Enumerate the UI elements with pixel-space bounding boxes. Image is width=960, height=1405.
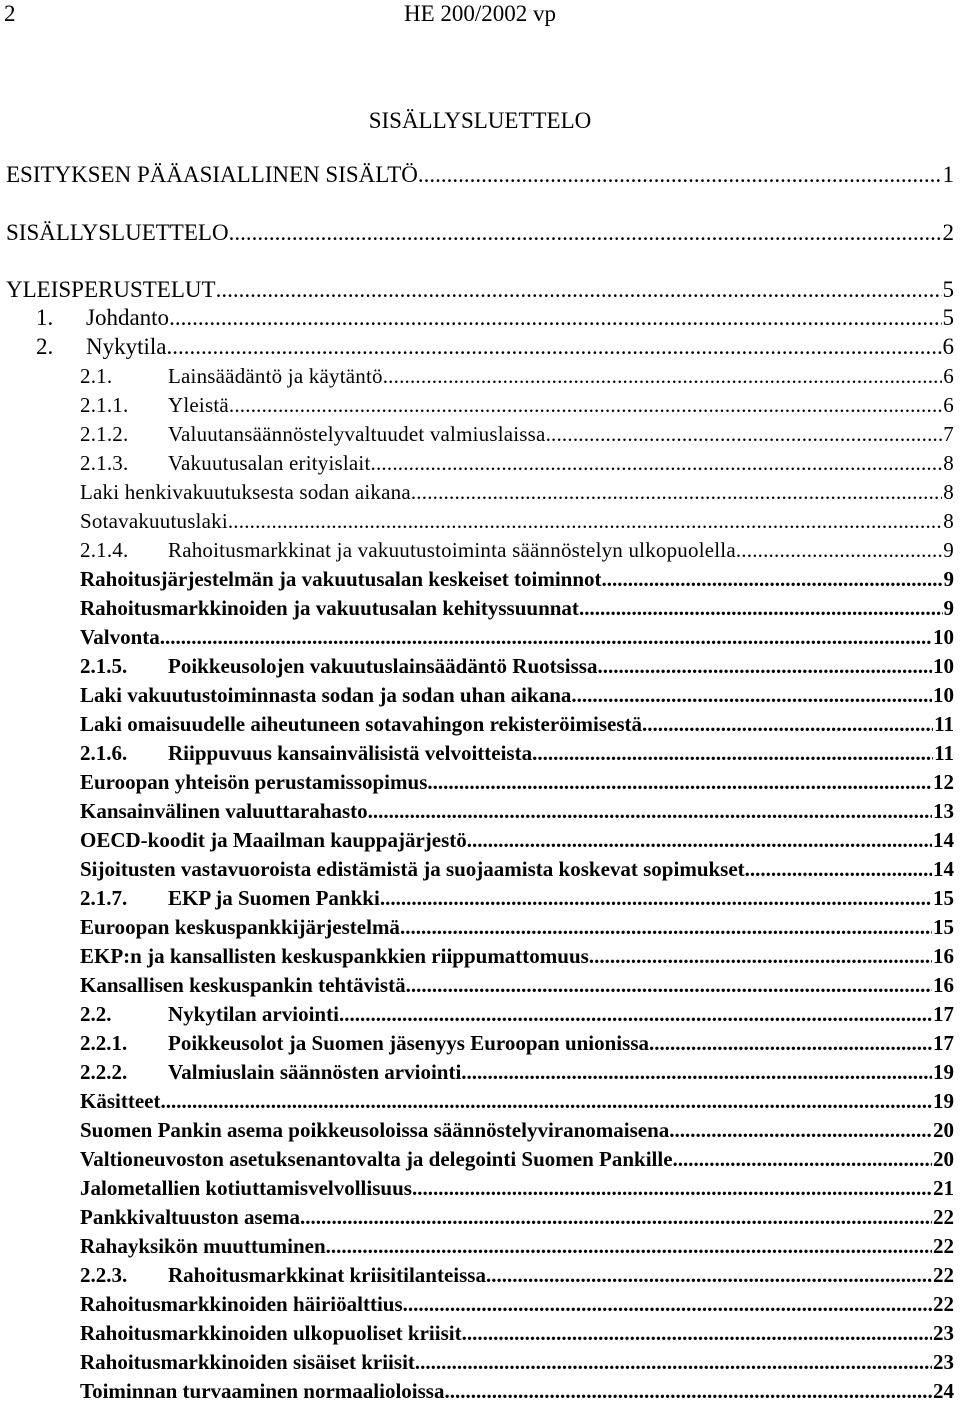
toc-entry-page: 8 xyxy=(943,451,954,475)
toc-entry-page: 16 xyxy=(933,944,954,968)
toc-entry xyxy=(80,1001,954,1027)
toc-leader-dots xyxy=(380,885,932,911)
toc-entry xyxy=(80,856,954,882)
toc-entry-title: Rahoitusmarkkinoiden sisäiset kriisit xyxy=(80,1350,415,1374)
toc-entry-title: Nykytila xyxy=(86,334,167,359)
toc-entry-title: Laki vakuutustoiminnasta sodan ja sodan uhan aikana xyxy=(80,683,572,707)
toc-leader-dots xyxy=(669,1117,932,1143)
toc-entry-page: 14 xyxy=(933,857,954,881)
toc-entry-page: 17 xyxy=(933,1031,954,1055)
toc-entry-page: 19 xyxy=(933,1060,954,1084)
toc-entry xyxy=(80,798,954,824)
toc-entry xyxy=(80,392,954,418)
toc-entry-title: Rahoitusmarkkinoiden ulkopuoliset kriisit xyxy=(80,1321,462,1345)
toc-entry xyxy=(80,682,954,708)
toc-entry-title: Sijoitusten vastavuoroista edistämistä ja suojaamista koskevat sopimukset xyxy=(80,857,745,881)
toc-leader-dots xyxy=(462,1320,932,1346)
toc-leader-dots xyxy=(597,653,932,679)
toc-entry-title: Valuutansäännöstelyvaltuudet valmiuslaissa xyxy=(168,422,546,446)
toc-entry-title: Käsitteet xyxy=(80,1089,161,1113)
toc-entry xyxy=(80,1378,954,1404)
toc-entry xyxy=(80,537,954,563)
toc-entry-page: 12 xyxy=(933,770,954,794)
toc-leader-dots xyxy=(673,1146,932,1172)
toc-entry-title: Nykytilan arviointi xyxy=(168,1002,339,1026)
toc-leader-dots xyxy=(406,972,932,998)
toc-entry-page: 11 xyxy=(934,712,954,736)
toc-entry-number: 2.1.2. xyxy=(80,422,129,446)
toc-entry xyxy=(80,885,954,911)
toc-entry-number: 2.2.2. xyxy=(80,1060,128,1084)
toc-entry xyxy=(6,162,954,188)
toc-leader-dots xyxy=(339,1001,932,1027)
toc-entry xyxy=(80,1175,954,1201)
toc-leader-dots xyxy=(486,1262,932,1288)
toc-entry-page: 6 xyxy=(943,364,954,388)
toc-entry xyxy=(80,363,954,389)
toc-entry xyxy=(80,1233,954,1259)
toc-leader-dots xyxy=(160,1088,932,1114)
toc-entry-page: 16 xyxy=(933,973,954,997)
toc-entry-page: 5 xyxy=(942,277,954,302)
toc-entry xyxy=(80,1262,954,1288)
toc-leader-dots xyxy=(326,1233,932,1259)
toc-leader-dots xyxy=(642,711,933,737)
toc-entry xyxy=(36,305,954,331)
toc-heading: SISÄLLYSLUETTELO xyxy=(368,108,592,133)
toc-entry-title: Rahayksikön muuttuminen xyxy=(80,1234,326,1258)
toc-entry-page: 7 xyxy=(943,422,954,446)
toc-entry-title: EKP:n ja kansallisten keskuspankkien riippumattomuus xyxy=(80,944,589,968)
toc-entry-page: 22 xyxy=(933,1234,954,1258)
toc-entry xyxy=(6,220,954,246)
toc-leader-dots xyxy=(216,277,942,303)
toc-entry-title: EKP ja Suomen Pankki xyxy=(168,886,380,910)
toc-entry-title: Rahoitusmarkkinat ja vakuutustoiminta säännöstelyn ulkopuolella xyxy=(168,538,736,562)
toc-entry-page: 22 xyxy=(933,1205,954,1229)
toc-leader-dots xyxy=(368,798,932,824)
toc-entry xyxy=(6,277,954,303)
toc-entry xyxy=(80,769,954,795)
toc-entry-title: Euroopan keskuspankkijärjestelmä xyxy=(80,915,400,939)
toc-entry xyxy=(80,508,954,534)
toc-leader-dots xyxy=(400,914,932,940)
toc-entry-title: Poikkeusolot ja Suomen jäsenyys Euroopan unionissa xyxy=(168,1031,649,1055)
toc-entry-page: 10 xyxy=(933,683,954,707)
toc-leader-dots xyxy=(300,1204,932,1230)
toc-entry-title: Valvonta xyxy=(80,625,160,649)
toc-entry xyxy=(80,1059,954,1085)
toc-leader-dots xyxy=(589,943,932,969)
toc-entry xyxy=(80,1291,954,1317)
toc-entry-page: 5 xyxy=(942,305,954,330)
toc-entry-page: 9 xyxy=(943,538,954,562)
toc-entry-page: 24 xyxy=(933,1379,954,1403)
toc-leader-dots xyxy=(546,421,943,447)
toc-entry-title: Kansallisen keskuspankin tehtävistä xyxy=(80,973,406,997)
toc-leader-dots xyxy=(229,220,942,246)
toc-entry-title: Johdanto xyxy=(86,305,170,330)
toc-entry-number: 2.1.1. xyxy=(80,393,129,417)
toc-entry xyxy=(36,334,954,360)
toc-leader-dots xyxy=(228,508,942,534)
toc-entry-title: Laki henkivakuutuksesta sodan aikana xyxy=(80,480,411,504)
toc-entry-page: 2 xyxy=(942,220,954,245)
toc-leader-dots xyxy=(461,1059,932,1085)
toc-entry-title: Riippuvuus kansainvälisistä velvoitteista xyxy=(168,741,533,765)
toc-entry-title: Yleistä xyxy=(168,393,229,417)
toc-leader-dots xyxy=(160,624,932,650)
toc-entry-title: Vakuutusalan erityislait xyxy=(168,451,371,475)
toc-entry-title: Sotavakuutuslaki xyxy=(80,509,228,533)
toc-entry-title: Toiminnan turvaaminen normaalioloissa xyxy=(80,1379,445,1403)
toc-leader-dots xyxy=(427,769,932,795)
toc-entry-page: 23 xyxy=(933,1321,954,1345)
toc-entry-page: 15 xyxy=(933,915,954,939)
toc-entry xyxy=(80,450,954,476)
toc-leader-dots xyxy=(169,305,941,331)
toc-leader-dots xyxy=(579,595,943,621)
toc-entry-number: 1. xyxy=(36,305,54,330)
toc-entry-number: 2.1.6. xyxy=(80,741,128,765)
toc-entry-page: 20 xyxy=(933,1118,954,1142)
toc-leader-dots xyxy=(736,537,942,563)
toc-entry-page: 21 xyxy=(933,1176,954,1200)
toc-entry-title: Poikkeusolojen vakuutuslainsäädäntö Ruotsissa xyxy=(168,654,598,678)
toc-entry-page: 13 xyxy=(933,799,954,823)
toc-leader-dots xyxy=(415,1349,932,1375)
toc-entry-page: 10 xyxy=(933,625,954,649)
toc-entry xyxy=(80,595,954,621)
toc-entry-number: 2. xyxy=(36,334,54,359)
toc-entry-number: 2.1.4. xyxy=(80,538,129,562)
toc-entry-number: 2.2. xyxy=(80,1002,112,1026)
document-reference: HE 200/2002 vp xyxy=(403,1,557,26)
toc-leader-dots xyxy=(602,566,943,592)
toc-entry-page: 22 xyxy=(933,1263,954,1287)
toc-leader-dots xyxy=(418,162,942,188)
toc-leader-dots xyxy=(383,363,943,389)
toc-entry-title: Rahoitusmarkkinoiden häiriöalttius xyxy=(80,1292,403,1316)
toc-entry-title: Suomen Pankin asema poikkeusoloissa säännöstelyviranomaisena xyxy=(80,1118,670,1142)
toc-entry-page: 6 xyxy=(942,334,954,359)
toc-entry-title: ESITYKSEN PÄÄASIALLINEN SISÄLTÖ xyxy=(6,162,418,187)
toc-leader-dots xyxy=(412,1175,932,1201)
toc-entry xyxy=(80,1146,954,1172)
toc-entry xyxy=(80,1349,954,1375)
toc-entry-number: 2.1.7. xyxy=(80,886,128,910)
toc-entry-title: OECD-koodit ja Maailman kauppajärjestö xyxy=(80,828,467,852)
toc-entry-title: Rahoitusmarkkinoiden ja vakuutusalan kehityssuunnat xyxy=(80,596,579,620)
toc-leader-dots xyxy=(571,682,932,708)
toc-leader-dots xyxy=(467,827,932,853)
toc-entry xyxy=(80,624,954,650)
toc-entry-title: Valmiuslain säännösten arviointi xyxy=(168,1060,462,1084)
toc-entry-title: YLEISPERUSTELUT xyxy=(6,277,216,302)
toc-leader-dots xyxy=(371,450,943,476)
toc-entry xyxy=(80,1030,954,1056)
toc-entry xyxy=(80,1088,954,1114)
toc-entry xyxy=(80,827,954,853)
toc-entry-page: 9 xyxy=(943,596,954,620)
toc-entry-title: Pankkivaltuuston asema xyxy=(80,1205,300,1229)
toc-leader-dots xyxy=(532,740,933,766)
toc-entry xyxy=(80,566,954,592)
toc-leader-dots xyxy=(411,479,942,505)
toc-entry xyxy=(80,943,954,969)
toc-entry xyxy=(80,1117,954,1143)
toc-entry-page: 8 xyxy=(943,509,954,533)
toc-leader-dots xyxy=(745,856,932,882)
toc-leader-dots xyxy=(444,1378,932,1404)
toc-entry-title: Laki omaisuudelle aiheutuneen sotavahingon rekisteröimisestä xyxy=(80,712,642,736)
toc-entry xyxy=(80,972,954,998)
toc-entry xyxy=(80,421,954,447)
toc-entry-page: 9 xyxy=(943,567,954,591)
toc-entry-title: Valtioneuvoston asetuksenantovalta ja delegointi Suomen Pankille xyxy=(80,1147,673,1171)
toc-entry-page: 6 xyxy=(943,393,954,417)
page-number: 2 xyxy=(4,1,16,26)
toc-entry-title: Jalometallien kotiuttamisvelvollisuus xyxy=(80,1176,412,1200)
toc-entry-title: Lainsäädäntö ja käytäntö xyxy=(168,364,383,388)
toc-entry-page: 14 xyxy=(933,828,954,852)
toc-leader-dots xyxy=(403,1291,932,1317)
toc-leader-dots xyxy=(649,1030,932,1056)
toc-entry-page: 8 xyxy=(943,480,954,504)
toc-entry-title: Rahoitusjärjestelmän ja vakuutusalan keskeiset toiminnot xyxy=(80,567,602,591)
toc-entry-title: Euroopan yhteisön perustamissopimus xyxy=(80,770,428,794)
toc-entry-title: SISÄLLYSLUETTELO xyxy=(6,220,229,245)
toc-entry-page: 10 xyxy=(933,654,954,678)
toc-entry-number: 2.1.3. xyxy=(80,451,129,475)
toc-entry xyxy=(80,1204,954,1230)
toc-leader-dots xyxy=(167,334,942,360)
toc-entry xyxy=(80,653,954,679)
toc-entry-title: Rahoitusmarkkinat kriisitilanteissa xyxy=(168,1263,486,1287)
toc-entry-page: 17 xyxy=(933,1002,954,1026)
toc-entry-page: 15 xyxy=(933,886,954,910)
toc-entry-number: 2.2.1. xyxy=(80,1031,128,1055)
toc-entry-page: 1 xyxy=(942,162,954,187)
toc-leader-dots xyxy=(229,392,942,418)
toc-entry xyxy=(80,740,954,766)
toc-entry-page: 22 xyxy=(933,1292,954,1316)
toc-entry xyxy=(80,1320,954,1346)
toc-entry-page: 11 xyxy=(934,741,954,765)
toc-entry-page: 19 xyxy=(933,1089,954,1113)
toc-entry-number: 2.1.5. xyxy=(80,654,128,678)
toc-entry xyxy=(80,711,954,737)
toc-entry-title: Kansainvälinen valuuttarahasto xyxy=(80,799,368,823)
toc-entry xyxy=(80,914,954,940)
toc-entry-number: 2.2.3. xyxy=(80,1263,128,1287)
toc-entry-number: 2.1. xyxy=(80,364,113,388)
toc-entry-page: 23 xyxy=(933,1350,954,1374)
toc-entry xyxy=(80,479,954,505)
toc-entry-page: 20 xyxy=(933,1147,954,1171)
